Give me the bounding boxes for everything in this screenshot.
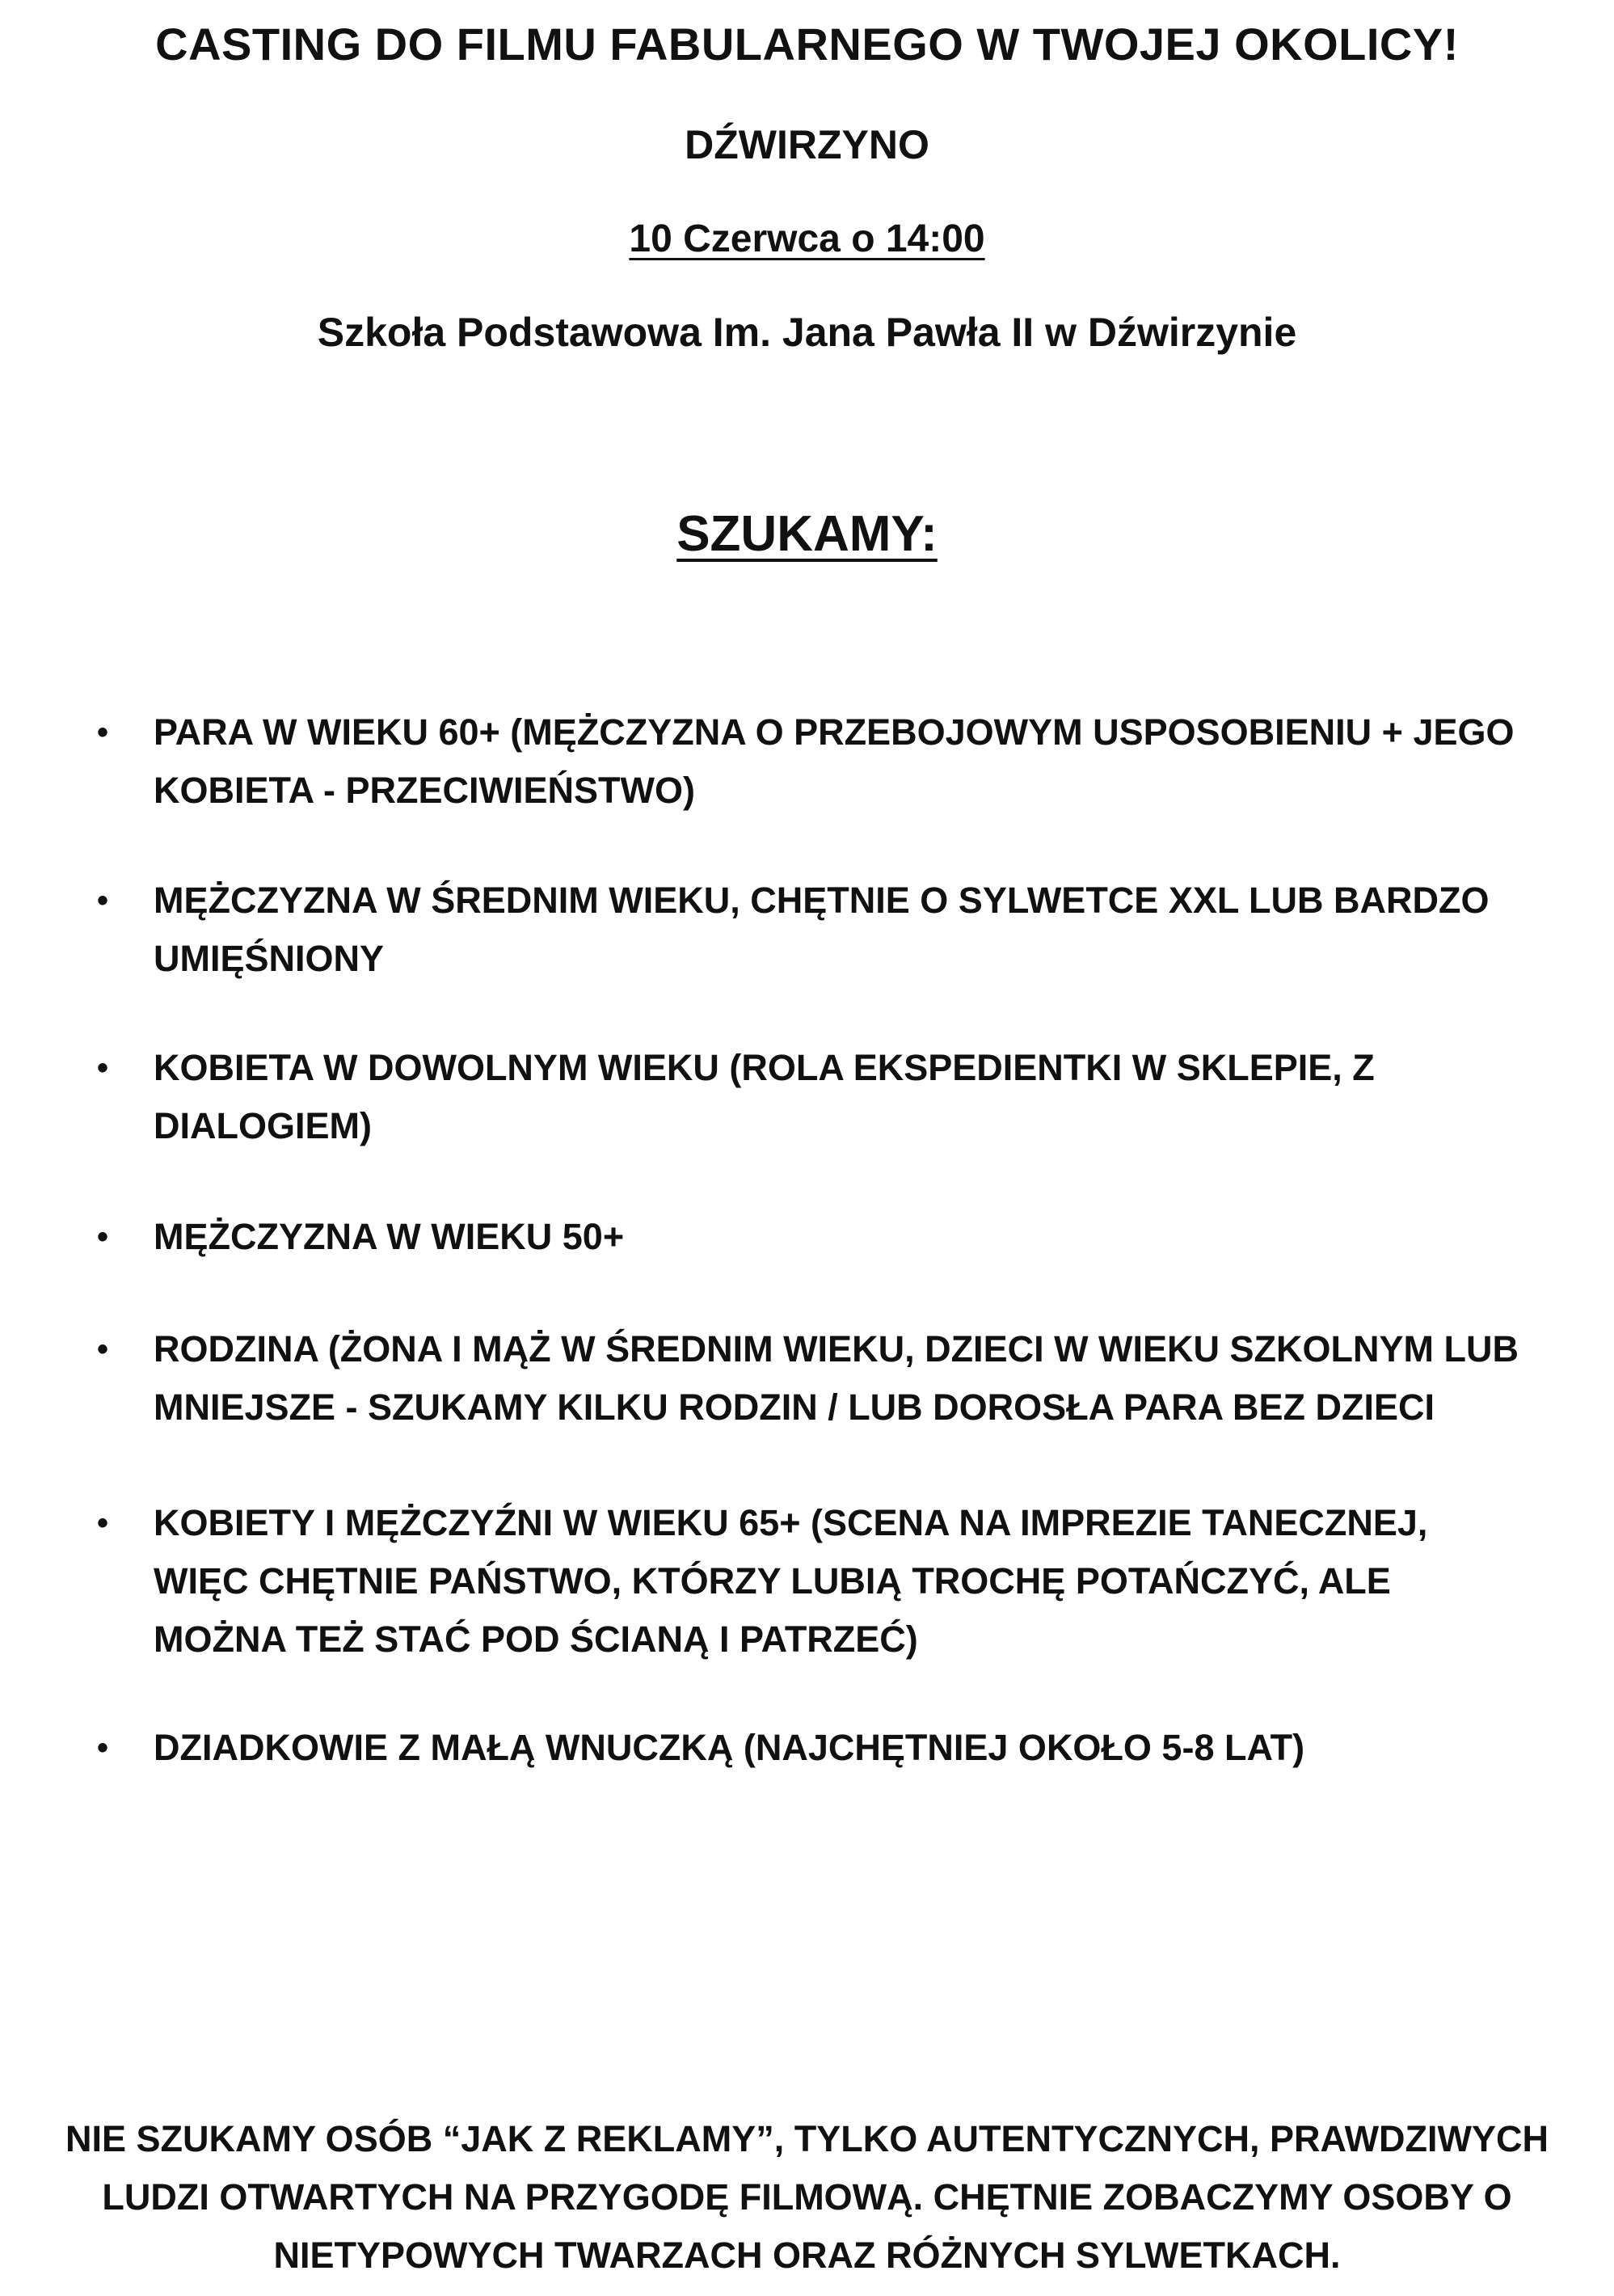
list-item-line: DZIADKOWIE Z MAŁĄ WNUCZKĄ (NAJCHĘTNIEJ OKOŁO 5-8 LAT) bbox=[154, 1727, 1305, 1768]
section-heading-text: SZUKAMY: bbox=[676, 506, 938, 562]
list-item-line: KOBIETY I MĘŻCZYŹNI W WIEKU 65+ (SCENA NA IMPREZIE TANECZNEJ, bbox=[154, 1502, 1428, 1543]
list-item bbox=[97, 872, 1560, 988]
list-item-line: PARA W WIEKU 60+ (MĘŻCZYZNA O PRZEBOJOWYM USPOSOBIENIU + JEGO bbox=[154, 711, 1515, 753]
event-venue: Szkoła Podstawowa Im. Jana Pawła II w Dźwirzynie bbox=[317, 310, 1297, 355]
bullet-icon: • bbox=[97, 1505, 109, 1541]
bullet-icon: • bbox=[97, 1332, 109, 1367]
bullet-icon: • bbox=[97, 715, 109, 750]
list-item bbox=[97, 1719, 1560, 1777]
footer-line: NIETYPOWYCH TWARZACH ORAZ RÓŻNYCH SYLWETKACH. bbox=[273, 2235, 1341, 2276]
footer-line: NIE SZUKAMY OSÓB “JAK Z REKLAMY”, TYLKO AUTENTYCZNYCH, PRAWDZIWYCH bbox=[65, 2118, 1549, 2159]
list-item bbox=[97, 1208, 1560, 1266]
list-item bbox=[97, 1320, 1560, 1437]
list-item-line: MĘŻCZYZNA W WIEKU 50+ bbox=[154, 1216, 625, 1257]
list-item bbox=[97, 703, 1560, 820]
location-heading: DŹWIRZYNO bbox=[685, 122, 929, 167]
bullet-icon: • bbox=[97, 883, 109, 918]
list-item-line: KOBIETA W DOWOLNYM WIEKU (ROLA EKSPEDIENTKI W SKLEPIE, Z bbox=[154, 1047, 1375, 1088]
list-item-line: MOŻNA TEŻ STAĆ POD ŚCIANĄ I PATRZEĆ) bbox=[154, 1619, 918, 1660]
page-title: CASTING DO FILMU FABULARNEGO W TWOJEJ OKOLICY! bbox=[155, 19, 1459, 70]
footer-line: LUDZI OTWARTYCH NA PRZYGODĘ FILMOWĄ. CHĘTNIE ZOBACZYMY OSOBY O bbox=[102, 2176, 1512, 2218]
bullet-icon: • bbox=[97, 1730, 109, 1766]
bullet-icon: • bbox=[97, 1219, 109, 1255]
list-item-line: RODZINA (ŻONA I MĄŻ W ŚREDNIM WIEKU, DZIECI W WIEKU SZKOLNYM LUB bbox=[154, 1328, 1519, 1370]
list-item-line: MNIEJSZE - SZUKAMY KILKU RODZIN / LUB DOROSŁA PARA BEZ DZIECI bbox=[154, 1386, 1435, 1428]
list-item-line: UMIĘŚNIONY bbox=[154, 938, 385, 979]
list-item bbox=[97, 1494, 1560, 1669]
list-item bbox=[97, 1039, 1560, 1155]
event-date-text: 10 Czerwca o 14:00 bbox=[629, 217, 985, 260]
list-item-line: DIALOGIEM) bbox=[154, 1105, 372, 1146]
footer-note bbox=[0, 2110, 1614, 2285]
list-item-line: KOBIETA - PRZECIWIEŃSTWO) bbox=[154, 770, 695, 811]
list-item-line: MĘŻCZYZNA W ŚREDNIM WIEKU, CHĘTNIE O SYLWETCE XXL LUB BARDZO bbox=[154, 880, 1490, 921]
list-item-line: WIĘC CHĘTNIE PAŃSTWO, KTÓRZY LUBIĄ TROCHĘ POTAŃCZYĆ, ALE bbox=[154, 1560, 1391, 1602]
bullet-icon: • bbox=[97, 1050, 109, 1086]
